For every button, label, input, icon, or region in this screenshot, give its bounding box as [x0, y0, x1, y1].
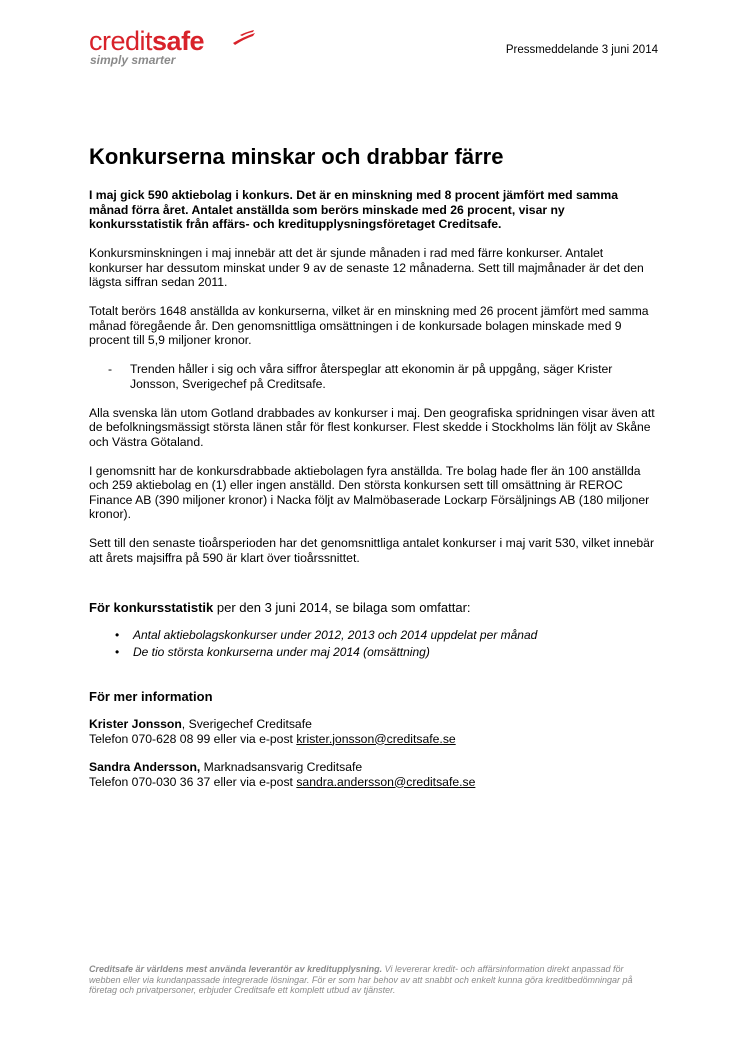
body-paragraph: Alla svenska län utom Gotland drabbades av konkurser i maj. Den geografiska spridningen visar även att de befolkningsmässigt största länen står för flest konkurser. Flest skedde i Stockholms län följt av Skåne och Västra Götaland. [89, 405, 655, 449]
list-item [89, 628, 659, 643]
quote-item [89, 362, 659, 391]
logo-tagline: simply smarter [90, 53, 176, 67]
contact-email-link[interactable]: sandra.andersson@creditsafe.se [296, 774, 476, 789]
contact-phone: Telefon 070-030 36 37 eller via e-post [89, 774, 297, 789]
contact-phone: Telefon 070-628 08 99 eller via e-post [89, 731, 297, 746]
press-release-date: Pressmeddelande 3 juni 2014 [505, 44, 658, 56]
attachment-list [89, 628, 659, 660]
lead-paragraph: I maj gick 590 aktiebolag i konkurs. Det är en minskning med 8 procent jämfört med samma månad förra året. Antalet anställda som berörs minskade med 26 procent, visar ny konkursstatistik från affärs- och kreditupplysningsföretaget Creditsafe. [89, 188, 618, 231]
body-paragraph: Totalt berörs 1648 anställda av konkurserna, vilket är en minskning med 26 procent jämfört med samma månad föregående år. Den genomsnittliga omsättningen i de konkursade bolagen minskade med 9 procent till 5,9 miljoner kronor. [89, 304, 649, 347]
page-title: Konkurserna minskar och drabbar färre [89, 144, 504, 169]
article-body [89, 188, 659, 803]
footer-rest: Vi levererar kredit- och affärsinformation direkt anpassad för webben eller via kundanpassade integrerade lösningar. För er som har behov av att snabbt och enkelt kunna göra kreditbedömningar på företag och privatpersoner, erbjuder Creditsafe ett komplett utbud av tjänster. [89, 964, 633, 995]
quote-dash: - [108, 362, 113, 376]
statistics-intro [89, 601, 659, 616]
contact-block [89, 717, 659, 746]
contact-email-link[interactable]: krister.jonsson@creditsafe.se [296, 731, 456, 746]
list-item-text: Antal aktiebolagskonkurser under 2012, 2013 och 2014 uppdelat per månad [133, 627, 538, 642]
more-info-heading: För mer information [89, 688, 213, 704]
logo-swoosh-icon [231, 30, 257, 46]
quote-text: Trenden håller i sig och våra siffror återspeglar att ekonomin är på uppgång, säger Krister Jonsson, Sverigechef på Creditsafe. [130, 362, 613, 391]
logo-text-bold: safe [152, 26, 205, 56]
body-paragraph: I genomsnitt har de konkursdrabbade aktiebolagen fyra anställda. Tre bolag hade fler än 100 anställda och 259 aktiebolag en (1) eller ingen anställd. Den största konkursen sett till omsättning är REROC Finance AB (390 miljoner kronor) i Nacka följt av Malmöbaserade Lockarp Försäljnings AB (180 miljoner kronor). [89, 463, 650, 521]
creditsafe-logo [89, 26, 204, 67]
body-paragraph: Konkursminskningen i maj innebär att det är sjunde månaden i rad med färre konkurser. Antalet konkurser har dessutom minskat under 9 av de senaste 12 månaderna. Sett till majmånader är det den lägsta siffran sedan 2011. [89, 246, 644, 289]
bullet-icon: • [115, 627, 120, 642]
footer-text [89, 964, 649, 996]
contact-name: Krister Jonsson [89, 717, 182, 731]
statistics-label-rest: per den 3 juni 2014, se bilaga som omfattar: [213, 600, 471, 615]
logo-wordmark [89, 26, 204, 56]
bullet-icon: • [115, 645, 120, 659]
contact-block [89, 760, 659, 789]
footer-bold: Creditsafe är världens mest använda leverantör av kreditupplysning. [89, 964, 383, 974]
list-item-text: De tio största konkurserna under maj 2014 (omsättning) [133, 645, 430, 659]
contact-role: Marknadsansvarig Creditsafe [200, 760, 363, 774]
contact-role: , Sverigechef Creditsafe [181, 717, 312, 731]
contact-name: Sandra Andersson, [89, 760, 201, 774]
statistics-label: För konkursstatistik [89, 600, 214, 615]
body-paragraph: Sett till den senaste tioårsperioden har det genomsnittliga antalet konkurser i maj varit 530, vilket innebär att årets majsiffra på 590 är klart över tioårssnittet. [89, 536, 654, 565]
list-item [89, 645, 659, 660]
logo-text-regular: credit [89, 26, 153, 56]
